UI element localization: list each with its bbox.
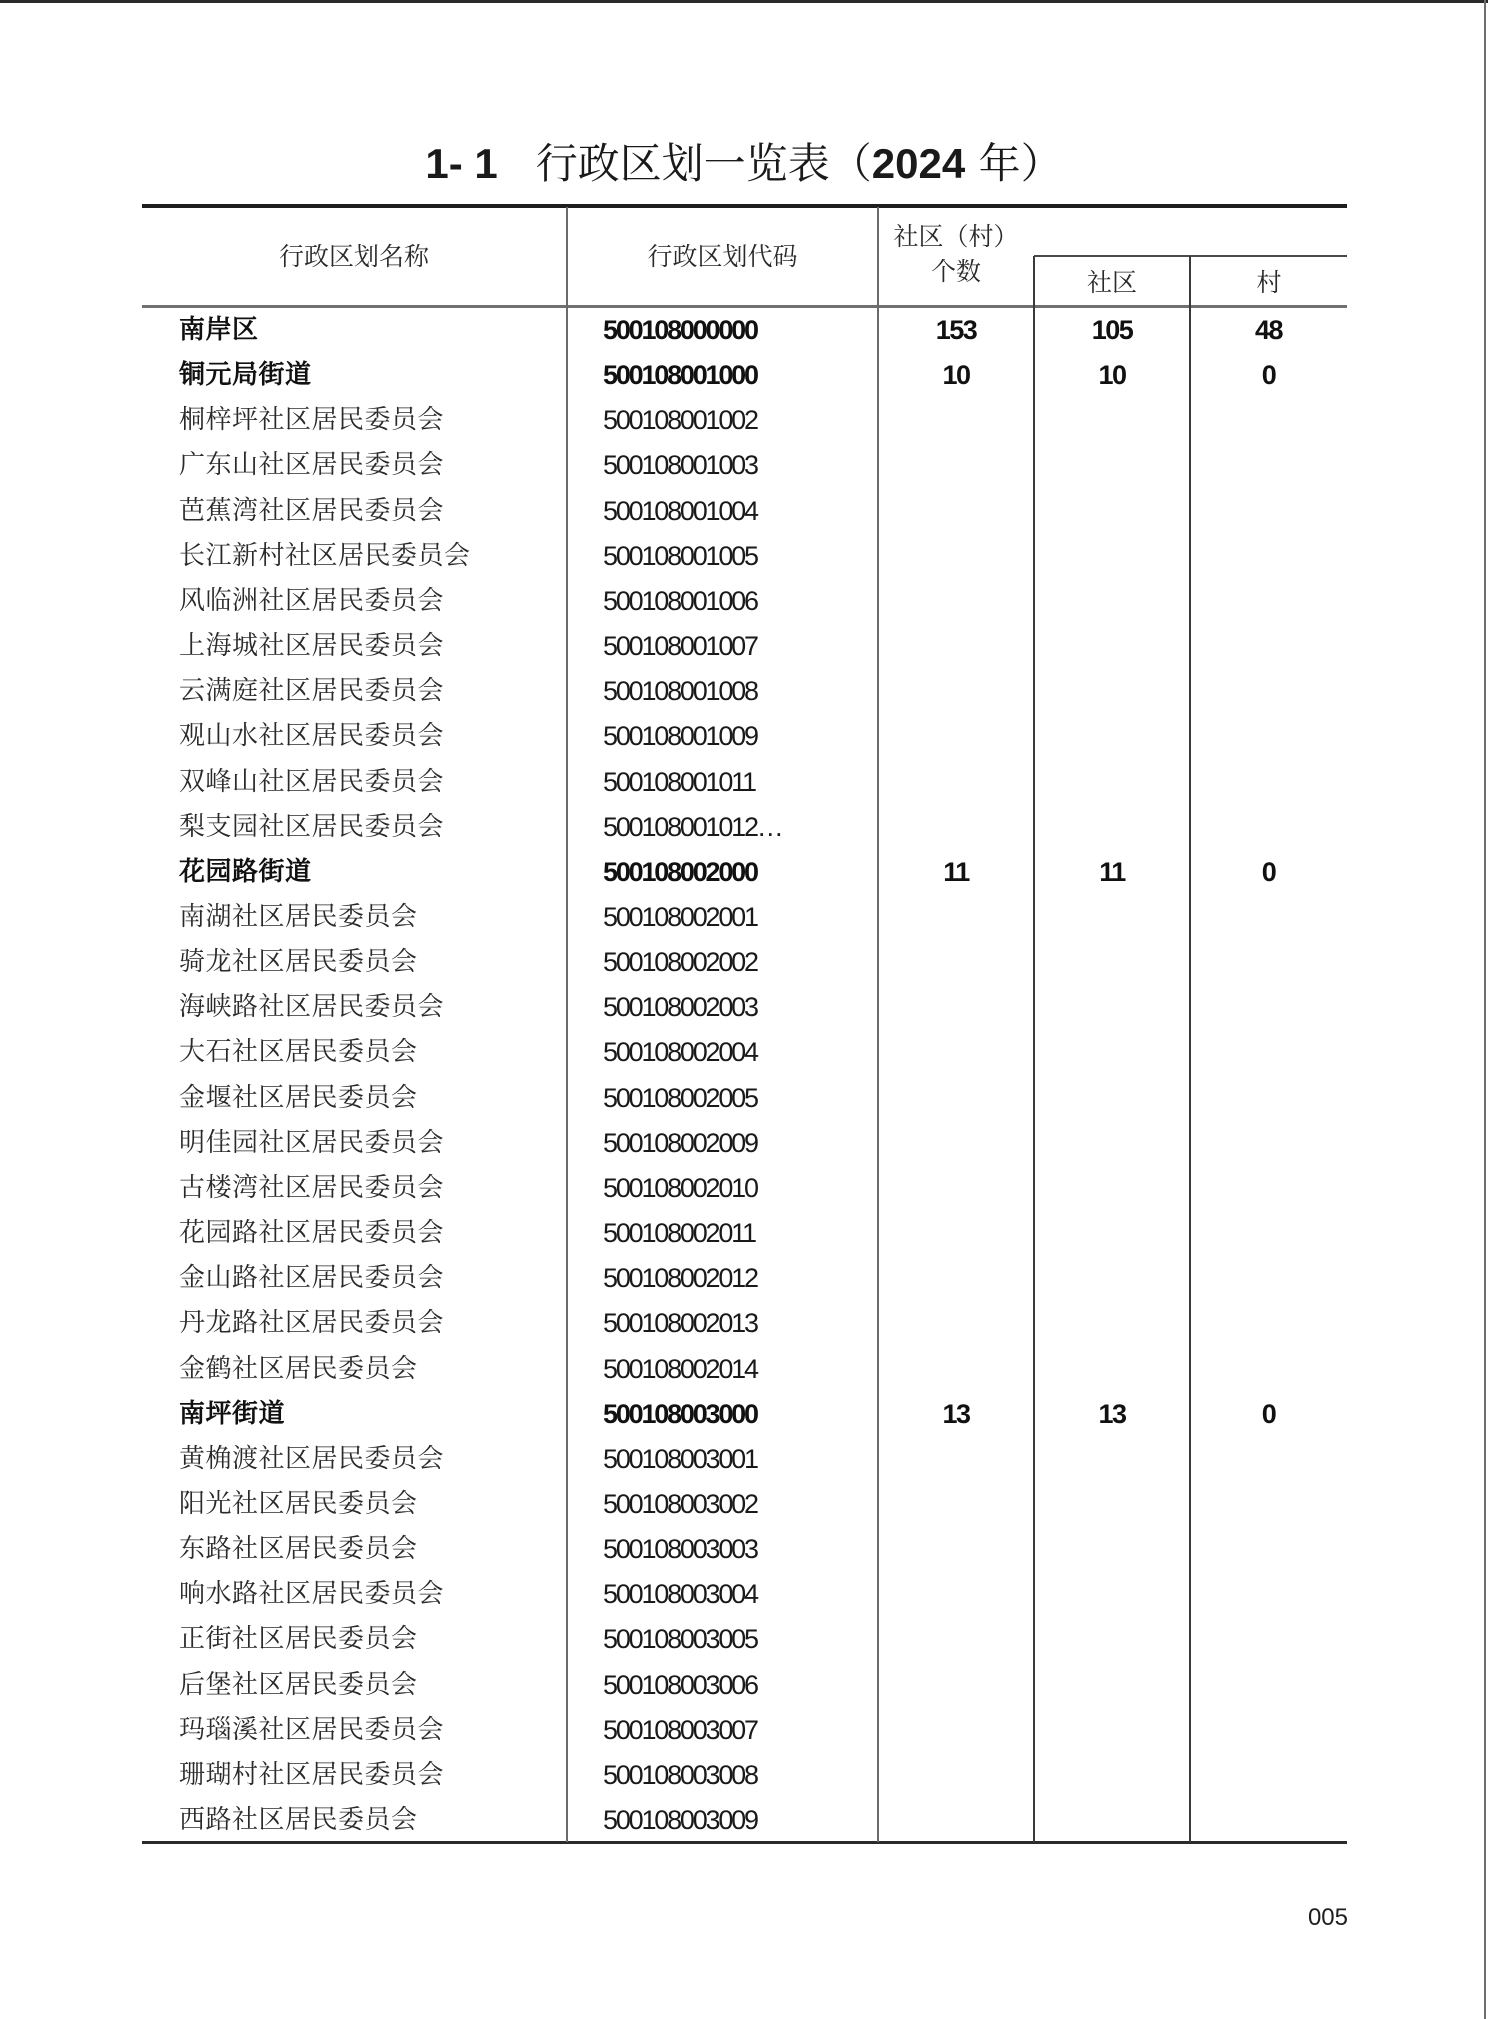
- division-code: 500108003008: [603, 1759, 757, 1790]
- division-code: 500108003007: [603, 1714, 757, 1745]
- division-code: 500108001008: [603, 676, 757, 707]
- village-count: [1190, 489, 1347, 534]
- community-count: 105: [1091, 315, 1133, 345]
- division-code: 500108001006: [603, 585, 757, 616]
- division-name: 风临洲社区居民委员会: [179, 585, 445, 616]
- total-count: [878, 1798, 1034, 1843]
- community-count: [1034, 1437, 1190, 1482]
- division-code: 500108003009: [603, 1805, 757, 1835]
- community-count: 11: [1099, 856, 1125, 887]
- division-code: 500108002001: [603, 901, 757, 932]
- table-row: [142, 940, 1347, 985]
- division-name: 广东山社区居民委员会: [179, 450, 445, 481]
- division-code: 500108003000: [603, 1398, 757, 1429]
- village-count: 48: [1254, 315, 1283, 345]
- community-count: [1034, 1482, 1190, 1527]
- division-name: 东路社区居民委员会: [179, 1534, 418, 1564]
- community-count: [1034, 489, 1190, 534]
- division-name: 后堡社区居民委员会: [179, 1669, 418, 1700]
- division-code: 500108001007: [603, 631, 757, 661]
- header-count-line1: 社区（村）: [893, 222, 1019, 251]
- community-count: [1034, 1753, 1190, 1798]
- table-title-suffix: 年）: [965, 139, 1063, 188]
- division-name: 南岸区: [179, 315, 259, 345]
- village-count: [1190, 1708, 1347, 1753]
- division-code: 500108000000: [603, 315, 757, 345]
- village-count: [1190, 714, 1347, 759]
- community-count: [1034, 1301, 1190, 1346]
- division-code: 500108002003: [603, 992, 757, 1023]
- header-name: 行政区划名称: [278, 242, 429, 271]
- division-name: 桐梓坪社区居民委员会: [179, 405, 445, 436]
- community-count: [1034, 1121, 1190, 1166]
- community-count: [1034, 1708, 1190, 1753]
- total-count: [878, 1617, 1034, 1662]
- community-count: [1034, 940, 1190, 985]
- total-count: [878, 1301, 1034, 1346]
- community-count: 13: [1098, 1398, 1126, 1429]
- village-count: [1190, 1030, 1347, 1075]
- community-count: [1034, 398, 1190, 443]
- table-top-rule: [142, 204, 1347, 208]
- table-row: [142, 1617, 1347, 1662]
- division-name: 云满庭社区居民委员会: [179, 676, 445, 707]
- community-count: [1034, 1663, 1190, 1708]
- division-code: 500108003004: [603, 1579, 757, 1610]
- village-count: [1190, 1617, 1347, 1662]
- division-code: 500108001003: [603, 450, 757, 481]
- division-name: 铜元局街道: [179, 360, 312, 391]
- division-name: 阳光社区居民委员会: [179, 1488, 418, 1519]
- table-row: [142, 534, 1347, 579]
- total-count: [878, 940, 1034, 985]
- table-row: [142, 443, 1347, 488]
- division-name: 金鹤社区居民委员会: [179, 1353, 418, 1384]
- division-code: 500108002013: [603, 1308, 757, 1339]
- division-code: 500108002012: [603, 1263, 757, 1294]
- table-row: [142, 1437, 1347, 1482]
- total-count: [878, 1076, 1034, 1121]
- table-row: [142, 1482, 1347, 1527]
- division-name: 大石社区居民委员会: [179, 1037, 418, 1068]
- total-count: [878, 714, 1034, 759]
- division-name: 正街社区居民委员会: [179, 1624, 418, 1655]
- community-count: 10: [1098, 360, 1126, 391]
- community-count: [1034, 985, 1190, 1030]
- community-count: [1034, 1798, 1190, 1843]
- total-count: [878, 489, 1034, 534]
- header-code: 行政区划代码: [647, 242, 798, 271]
- village-count: [1190, 985, 1347, 1030]
- community-count: [1034, 1076, 1190, 1121]
- total-count: 153: [935, 315, 977, 345]
- community-count: [1034, 579, 1190, 624]
- total-count: [878, 1663, 1034, 1708]
- division-code: 500108003001: [603, 1443, 757, 1474]
- total-count: [878, 624, 1034, 669]
- community-count: [1034, 624, 1190, 669]
- village-count: [1190, 1482, 1347, 1527]
- table-row: [142, 850, 1347, 895]
- village-count: 0: [1261, 1398, 1276, 1429]
- total-count: [878, 1753, 1034, 1798]
- division-code: 500108002010: [603, 1172, 757, 1203]
- table-row: [142, 353, 1347, 398]
- table-row: [142, 895, 1347, 940]
- total-count: [878, 1211, 1034, 1256]
- village-count: [1190, 579, 1347, 624]
- community-count: [1034, 895, 1190, 940]
- table-row: [142, 1076, 1347, 1121]
- village-count: [1190, 1256, 1347, 1301]
- division-name: 金山路社区居民委员会: [179, 1263, 445, 1294]
- division-name: 南坪街道: [179, 1398, 286, 1429]
- village-count: [1190, 1753, 1347, 1798]
- total-count: [878, 1708, 1034, 1753]
- total-count: [878, 985, 1034, 1030]
- total-count: [878, 760, 1034, 805]
- division-code: 500108002011: [603, 1218, 755, 1248]
- table-row: [142, 1708, 1347, 1753]
- total-count: [878, 534, 1034, 579]
- table-row: [142, 985, 1347, 1030]
- division-name: 芭蕉湾社区居民委员会: [179, 495, 445, 526]
- division-name: 花园路社区居民委员会: [179, 1218, 445, 1248]
- division-code: 500108002014: [603, 1353, 757, 1384]
- village-count: [1190, 1166, 1347, 1211]
- division-name: 丹龙路社区居民委员会: [179, 1308, 445, 1339]
- table-row: [142, 1347, 1347, 1392]
- table-row: [142, 1301, 1347, 1346]
- village-count: [1190, 1076, 1347, 1121]
- division-code: 500108003006: [603, 1669, 757, 1700]
- division-code: 500108001004: [603, 495, 757, 526]
- community-count: [1034, 443, 1190, 488]
- table-title-year: 2024: [871, 140, 966, 187]
- village-count: [1190, 534, 1347, 579]
- total-count: [878, 443, 1034, 488]
- total-count: [878, 1482, 1034, 1527]
- division-code: 500108001005: [603, 540, 757, 571]
- table-row: [142, 805, 1347, 850]
- division-name: 响水路社区居民委员会: [179, 1579, 445, 1610]
- division-code: 500108001009: [603, 721, 757, 752]
- table-row: [142, 760, 1347, 805]
- division-name: 骑龙社区居民委员会: [179, 947, 418, 978]
- total-count: [878, 1030, 1034, 1075]
- village-count: [1190, 1572, 1347, 1617]
- division-code: 500108002000: [603, 856, 757, 887]
- total-count: [878, 1437, 1034, 1482]
- total-count: [878, 805, 1034, 850]
- total-count: [878, 1572, 1034, 1617]
- table-row: [142, 579, 1347, 624]
- table-number: 1- 1: [425, 140, 498, 187]
- division-code: 500108003005: [603, 1624, 757, 1655]
- table-row: [142, 398, 1347, 443]
- page-title: [0, 138, 1488, 190]
- community-count: [1034, 1256, 1190, 1301]
- table-row: [142, 1392, 1347, 1437]
- village-count: [1190, 1798, 1347, 1843]
- village-count: [1190, 398, 1347, 443]
- total-count: [878, 895, 1034, 940]
- village-count: [1190, 760, 1347, 805]
- village-count: 0: [1261, 856, 1276, 887]
- table-row: [142, 624, 1347, 669]
- page-number: 005: [1307, 1904, 1348, 1931]
- division-code: 500108001002: [603, 405, 757, 436]
- table-row: [142, 308, 1347, 353]
- table-row: [142, 1166, 1347, 1211]
- division-name: 金堰社区居民委员会: [179, 1082, 418, 1113]
- village-count: [1190, 1527, 1347, 1572]
- total-count: 10: [942, 360, 970, 391]
- header-community: 社区: [1086, 268, 1137, 297]
- total-count: [878, 1347, 1034, 1392]
- table-row: [142, 489, 1347, 534]
- community-count: [1034, 534, 1190, 579]
- village-count: [1190, 1663, 1347, 1708]
- division-code: 500108001011: [603, 766, 755, 797]
- page-top-border: [0, 0, 1488, 3]
- table-title-text: 行政区划一览表（: [535, 139, 872, 188]
- community-count: [1034, 760, 1190, 805]
- division-name: 梨支园社区居民委员会: [179, 811, 445, 842]
- village-count: 0: [1261, 360, 1276, 391]
- total-count: 11: [943, 856, 969, 887]
- division-code: 500108002009: [603, 1127, 757, 1158]
- village-count: [1190, 1121, 1347, 1166]
- division-name: 西路社区居民委员会: [179, 1805, 418, 1835]
- community-count: [1034, 805, 1190, 850]
- table-row: [142, 1753, 1347, 1798]
- village-count: [1190, 940, 1347, 985]
- table-row: [142, 1121, 1347, 1166]
- header-village: 村: [1256, 268, 1282, 297]
- village-count: [1190, 1437, 1347, 1482]
- table-row: [142, 1663, 1347, 1708]
- community-count: [1034, 1527, 1190, 1572]
- total-count: [878, 669, 1034, 714]
- division-code: 500108001000: [603, 360, 757, 391]
- division-code: 500108002002: [603, 947, 757, 978]
- division-code: 500108002004: [603, 1037, 757, 1068]
- header-count-line2: 个数: [930, 257, 981, 286]
- village-count: [1190, 1301, 1347, 1346]
- community-count: [1034, 714, 1190, 759]
- table-row: [142, 714, 1347, 759]
- table-row: [142, 1572, 1347, 1617]
- community-count: [1034, 1030, 1190, 1075]
- division-name: 花园路街道: [179, 856, 312, 887]
- community-count: [1034, 669, 1190, 714]
- village-count: [1190, 1211, 1347, 1256]
- village-count: [1190, 1347, 1347, 1392]
- village-count: [1190, 443, 1347, 488]
- page-right-border: [1484, 0, 1486, 2019]
- division-name: 珊瑚村社区居民委员会: [179, 1759, 445, 1790]
- village-count: [1190, 805, 1347, 850]
- division-name: 明佳园社区居民委员会: [179, 1127, 445, 1158]
- division-code: 500108002005: [603, 1082, 757, 1113]
- total-count: [878, 1527, 1034, 1572]
- division-name: 南湖社区居民委员会: [179, 901, 418, 932]
- total-count: [878, 398, 1034, 443]
- total-count: [878, 1121, 1034, 1166]
- division-name: 古楼湾社区居民委员会: [179, 1172, 445, 1203]
- total-count: 13: [942, 1398, 970, 1429]
- division-name: 上海城社区居民委员会: [179, 631, 445, 661]
- division-code: 500108001012…: [603, 811, 782, 842]
- village-count: [1190, 895, 1347, 940]
- table-row: [142, 1527, 1347, 1572]
- table-row: [142, 1798, 1347, 1843]
- division-name: 海峡路社区居民委员会: [179, 992, 445, 1023]
- division-name: 观山水社区居民委员会: [179, 721, 445, 752]
- total-count: [878, 1256, 1034, 1301]
- total-count: [878, 1166, 1034, 1211]
- total-count: [878, 579, 1034, 624]
- division-code: 500108003002: [603, 1488, 757, 1519]
- village-count: [1190, 669, 1347, 714]
- community-count: [1034, 1166, 1190, 1211]
- community-count: [1034, 1347, 1190, 1392]
- division-name: 长江新村社区居民委员会: [179, 540, 471, 571]
- village-count: [1190, 624, 1347, 669]
- community-count: [1034, 1617, 1190, 1662]
- community-count: [1034, 1572, 1190, 1617]
- community-count: [1034, 1211, 1190, 1256]
- table-row: [142, 669, 1347, 714]
- division-name: 双峰山社区居民委员会: [179, 766, 445, 797]
- table-row: [142, 1030, 1347, 1075]
- division-code: 500108003003: [603, 1534, 757, 1564]
- table-row: [142, 1211, 1347, 1256]
- division-name: 黄桷渡社区居民委员会: [179, 1443, 445, 1474]
- table-row: [142, 1256, 1347, 1301]
- division-name: 玛瑙溪社区居民委员会: [179, 1714, 445, 1745]
